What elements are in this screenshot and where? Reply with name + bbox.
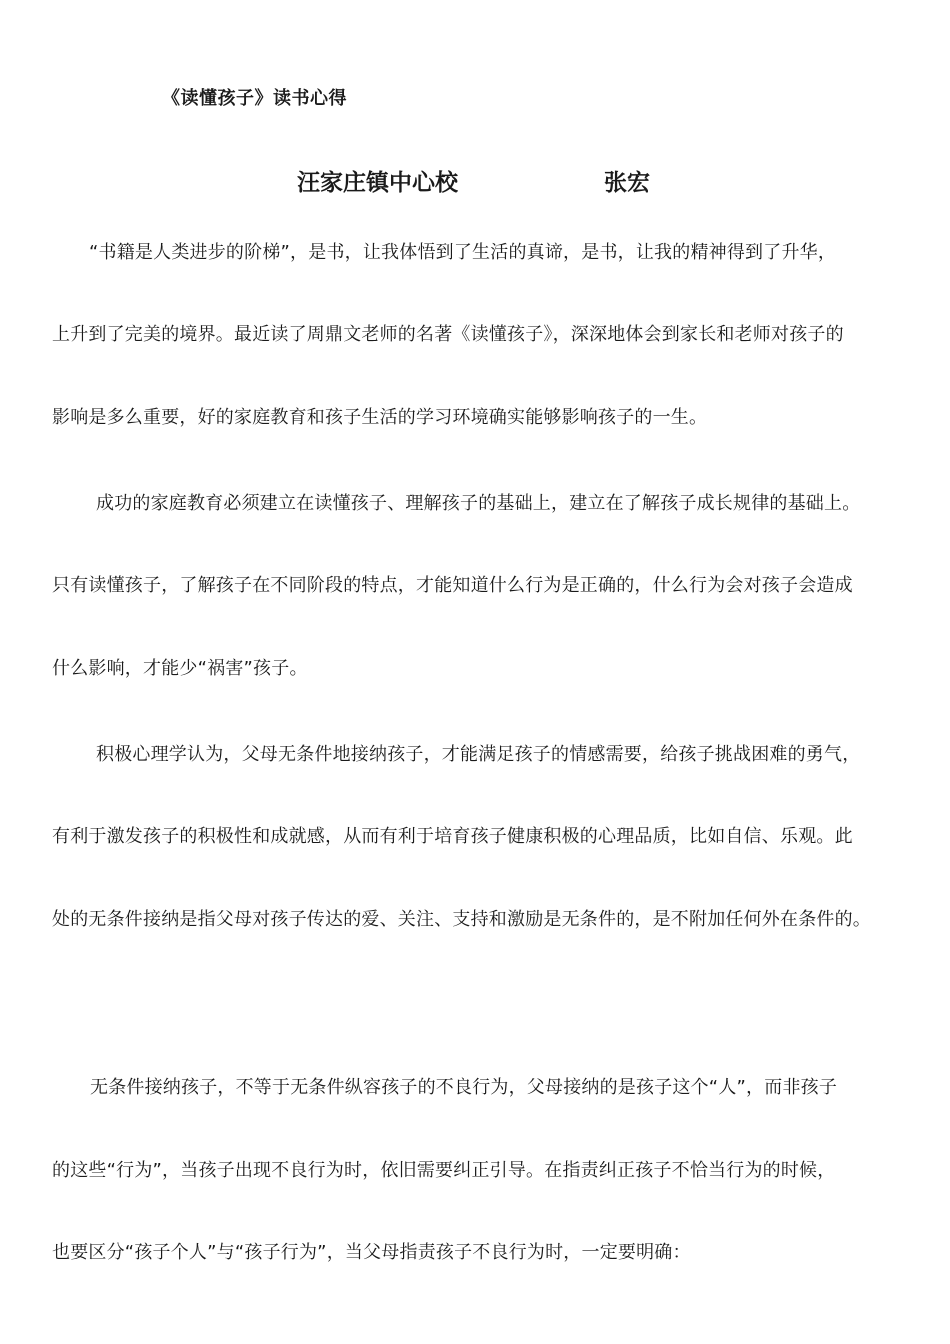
author-name: 张宏: [604, 170, 650, 196]
paragraph-2-line-3: 什么影响，才能少“祸害”孩子。: [52, 658, 308, 679]
paragraph-1-line-1: “书籍是人类进步的阶梯”，是书，让我体悟到了生活的真谛，是书，让我的精神得到了升华，: [89, 242, 837, 263]
paragraph-2-line-2: 只有读懂孩子，了解孩子在不同阶段的特点，才能知道什么行为是正确的，什么行为会对孩子会造成: [52, 575, 853, 596]
document-title: 《读懂孩子》读书心得: [162, 88, 347, 109]
paragraph-1-line-3: 影响是多么重要，好的家庭教育和孩子生活的学习环境确实能够影响孩子的一生。: [52, 407, 708, 428]
paragraph-3-line-1: 积极心理学认为，父母无条件地接纳孩子，才能满足孩子的情感需要，给孩子挑战困难的勇气，: [96, 744, 861, 765]
paragraph-4-line-1: 无条件接纳孩子，不等于无条件纵容孩子的不良行为，父母接纳的是孩子这个“人”，而非孩子: [90, 1077, 838, 1098]
paragraph-1-line-2: 上升到了完美的境界。最近读了周鼎文老师的名著《读懂孩子》，深深地体会到家长和老师对孩子的: [52, 324, 844, 345]
paragraph-4-line-3: 也要区分“孩子个人”与“孩子行为”，当父母指责孩子不良行为时，一定要明确：: [52, 1242, 691, 1263]
paragraph-2-line-1: 成功的家庭教育必须建立在读懂孩子、理解孩子的基础上，建立在了解孩子成长规律的基础上。: [96, 493, 861, 514]
paragraph-3-line-2: 有利于激发孩子的积极性和成就感，从而有利于培育孩子健康积极的心理品质，比如自信、乐观。此: [52, 826, 853, 847]
paragraph-4-line-2: 的这些“行为”，当孩子出现不良行为时，依旧需要纠正引导。在指责纠正孩子不恰当行为的时候，: [52, 1160, 836, 1181]
paragraph-3-line-3: 处的无条件接纳是指父母对孩子传达的爱、关注、支持和激励是无条件的，是不附加任何外在条件的。: [52, 909, 871, 930]
school-name: 汪家庄镇中心校: [297, 170, 458, 196]
